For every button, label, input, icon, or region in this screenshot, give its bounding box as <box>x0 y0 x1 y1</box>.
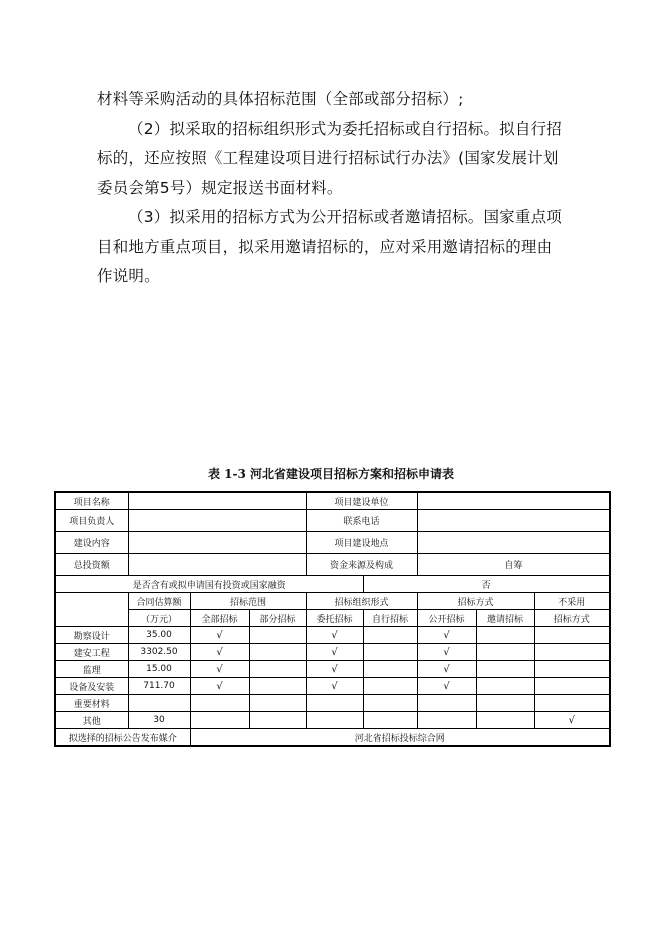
none-check <box>534 644 610 661</box>
funding-source-label: 资金来源及构成 <box>306 554 417 576</box>
table-row <box>55 661 610 678</box>
open-check: √ <box>417 678 476 695</box>
item-amount: 3302.50 <box>128 644 190 661</box>
entrusted-header: 委托招标 <box>306 610 363 627</box>
invite-check <box>476 627 534 644</box>
header-row-2 <box>55 610 610 627</box>
item-name: 其他 <box>55 712 128 729</box>
phone-label: 联系电话 <box>306 510 417 532</box>
table-row <box>55 695 610 712</box>
project-leader-value <box>128 510 306 532</box>
invite-header: 邀请招标 <box>476 610 534 627</box>
partial-check <box>249 712 306 729</box>
all-check: √ <box>190 627 249 644</box>
self-check <box>363 644 417 661</box>
entrusted-check <box>306 712 363 729</box>
open-check <box>417 695 476 712</box>
scope-header: 招标范围 <box>190 593 306 610</box>
table-row <box>55 510 610 532</box>
invite-check <box>476 678 534 695</box>
none-check <box>534 627 610 644</box>
estimate-unit: （万元） <box>128 610 190 627</box>
total-investment-label: 总投资额 <box>55 554 128 576</box>
state-funding-value: 否 <box>363 576 610 593</box>
org-form-header: 招标组织形式 <box>306 593 417 610</box>
open-check: √ <box>417 627 476 644</box>
self-header: 自行招标 <box>363 610 417 627</box>
open-header: 公开招标 <box>417 610 476 627</box>
invite-check <box>476 695 534 712</box>
paragraph-2: （2）拟采取的招标组织形式为委托招标或自行招标。拟自行招标的，还应按照《工程建设项目进行招标试行办法》(国家发展计划委员会第5号）规定报送书面材料。 <box>97 119 562 197</box>
location-label: 项目建设地点 <box>306 532 417 554</box>
self-check <box>363 627 417 644</box>
item-amount: 30 <box>128 712 190 729</box>
construction-unit-value <box>417 492 610 510</box>
invite-check <box>476 712 534 729</box>
table-row <box>55 644 610 661</box>
open-check: √ <box>417 661 476 678</box>
content-value <box>128 532 306 554</box>
item-name: 重要材料 <box>55 695 128 712</box>
entrusted-check: √ <box>306 627 363 644</box>
self-check <box>363 695 417 712</box>
all-bidding-header: 全部招标 <box>190 610 249 627</box>
item-amount: 711.70 <box>128 678 190 695</box>
partial-check <box>249 661 306 678</box>
table-row <box>55 492 610 510</box>
all-check: √ <box>190 661 249 678</box>
entrusted-check <box>306 695 363 712</box>
phone-value <box>417 510 610 532</box>
header-row-1 <box>55 593 610 610</box>
invite-check <box>476 644 534 661</box>
all-check <box>190 712 249 729</box>
table-row <box>55 532 610 554</box>
item-amount: 15.00 <box>128 661 190 678</box>
no-adopt-header: 不采用 <box>534 593 610 610</box>
blank-header-cell <box>55 593 128 627</box>
none-check <box>534 661 610 678</box>
method-header: 招标方式 <box>417 593 534 610</box>
paragraph-3: （3）拟采用的招标方式为公开招标或者邀请招标。国家重点项目和地方重点项目，拟采用邀请招标的，应对采用邀请招标的理由作说明。 <box>97 208 562 285</box>
item-name: 勘察设计 <box>55 627 128 644</box>
partial-check <box>249 644 306 661</box>
none-check <box>534 695 610 712</box>
estimate-header: 合同估算额 <box>128 593 190 610</box>
all-check: √ <box>190 678 249 695</box>
table-row <box>55 576 610 593</box>
none-check <box>534 678 610 695</box>
content-label: 建设内容 <box>55 532 128 554</box>
total-investment-value <box>128 554 306 576</box>
entrusted-check: √ <box>306 644 363 661</box>
funding-source-value: 自筹 <box>417 554 610 576</box>
self-check <box>363 661 417 678</box>
invite-check <box>476 661 534 678</box>
project-name-value <box>128 492 306 510</box>
location-value <box>417 532 610 554</box>
table-caption: 表 1-3 河北省建设项目招标方案和招标申请表 <box>207 467 455 481</box>
item-amount <box>128 695 190 712</box>
self-check <box>363 678 417 695</box>
item-amount: 35.00 <box>128 627 190 644</box>
partial-check <box>249 627 306 644</box>
no-adopt-method-header: 招标方式 <box>534 610 610 627</box>
open-check: √ <box>417 644 476 661</box>
self-check <box>363 712 417 729</box>
project-name-label: 项目名称 <box>55 492 128 510</box>
state-funding-label: 是否含有或拟申请国有投资或国家融资 <box>55 576 363 593</box>
body-text <box>97 85 567 292</box>
paragraph-1: 材料等采购活动的具体招标范围（全部或部分招标）; <box>97 90 464 108</box>
item-name: 设备及安装 <box>55 678 128 695</box>
table-row <box>55 712 610 729</box>
partial-check <box>249 678 306 695</box>
construction-unit-label: 项目建设单位 <box>306 492 417 510</box>
open-check <box>417 712 476 729</box>
all-check <box>190 695 249 712</box>
entrusted-check: √ <box>306 661 363 678</box>
entrusted-check: √ <box>306 678 363 695</box>
table-row <box>55 627 610 644</box>
project-leader-label: 项目负责人 <box>55 510 128 532</box>
media-label: 拟选择的招标公告发布媒介 <box>55 729 190 747</box>
bidding-application-table <box>54 491 611 747</box>
table-row <box>55 678 610 695</box>
all-check: √ <box>190 644 249 661</box>
partial-bidding-header: 部分招标 <box>249 610 306 627</box>
item-name: 监理 <box>55 661 128 678</box>
partial-check <box>249 695 306 712</box>
none-check: √ <box>534 712 610 729</box>
media-value: 河北省招标投标综合网 <box>190 729 610 747</box>
footer-row <box>55 729 610 747</box>
table-row <box>55 554 610 576</box>
item-name: 建安工程 <box>55 644 128 661</box>
